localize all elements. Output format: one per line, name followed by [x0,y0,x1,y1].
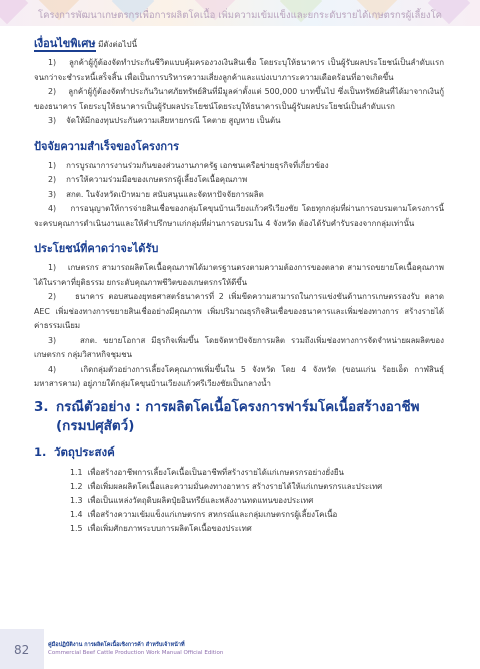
page-number: 82 [14,643,30,657]
header-title: โครงการพัฒนาเกษตรกรเพื่อการผลิตโคเนื้อ เพิ่มความเข้มแข็งและยกระดับรายได้เกษตรกรผู้เลี้ยงโค [37,10,443,21]
success-heading: ปัจจัยความสำเร็จของโครงการ [34,139,180,153]
conditions-heading [34,34,444,52]
objective-item: 1.5 เพื่อเพิ่มศักยภาพระบบการผลิตโคเนื้อของประเทศ [70,523,252,533]
objectives-number: 1. [34,444,47,459]
objective-item: 1.3 เพื่อเป็นแหล่งวัตถุดิบผลิตปุ๋ยอินทรีย์และพลังงานทดแทนของประเทศ [70,495,314,505]
footer-title-th: คู่มือปฏิบัติงาน การผลิตโคเนื้อเชิงการค้า สำหรับเจ้าหน้าที่ [48,642,185,648]
page-footer [0,629,480,669]
header-banner [0,0,480,26]
success-item: 4) การอนุญาตให้การจ่ายสินเชื่อของกลุ่มโคขุนบ้านเวียงแก้วศรีเวียงชัย โดยทุกกลุ่มที่ผ่านการอบรมตามโครงการนี้จะครบคุณการดำเนินงานและให้คำปรึกษาแก่กลุ่มที่ผ่านการอบรมใน 4 จังหวัด ต้องได้รับคำรับรองจากกลุ่มเท่านั้น [34,204,444,228]
case-title-line2: (กรมปศุสัตว์) [56,417,135,434]
success-item: 1) การบูรณาการงานร่วมกันของส่วนงานภาครัฐ เอกชนเครือข่ายธุรกิจที่เกี่ยวข้อง [48,160,329,170]
condition-item: 1) ลูกค้าผู้กู้ต้องจัดทำประกันชีวิตแบบคุ้มครองวงเงินสินเชื่อ โดยระบุให้ธนาคาร เป็นผู้รับผลประโยชน์เป็นลำดับแรกจนกว่าจะชำระหนี้เสร็จสิ้น เพื่อเป็นการบริหารความเสี่ยงลูกค้าและแบ่งเบาภาระความเดือดร้อนที่อาจเกิดขึ้น [34,58,444,82]
benefit-item: 1) เกษตรกร สามารถผลิตโคเนื้อคุณภาพได้มาตรฐานตรงตามความต้องการของตลาด สามารถขยายโคเนื้อคุณภาพ ได้ในราคาที่ยุติธรรม ยกระดับคุณภาพชีวิตของเกษตรกรให้ดีขึ้น [34,263,444,287]
success-item: 2) การให้ความร่วมมือของเกษตรกรผู้เลี้ยงโคเนื้อคุณภาพ [48,175,248,184]
objective-item: 1.4 เพื่อสร้างความเข้มแข็งแก่เกษตรกร สหกรณ์และกลุ่มเกษตรกรผู้เลี้ยงโคเนื้อ [70,509,338,519]
objective-item: 1.2 เพื่อเพิ่มผลผลิตโคเนื้อและความมั่นคงทางอาหาร สร้างรายได้ให้แก่เกษตรกรและประเทศ [70,481,383,491]
success-item: 3) สกต. ในจังหวัดเป้าหมาย สนับสนุนและจัดหาปัจจัยการผลิต [48,189,264,199]
benefits-heading: ประโยชน์ที่คาดว่าจะได้รับ [34,242,159,255]
condition-item: 2) ลูกค้าผู้กู้ต้องจัดทำประกันวินาศภัยทรัพย์สินที่มีมูลค่าตั้งแต่ 500,000 บาทขึ้นไป ซึ่งเป็นทรัพย์สินที่ได้มาจากเงินกู้ของธนาคาร โดยระบุให้ธนาคารเป็นผู้รับผลประโยชน์โดยระบุให้ธนาคารเป็นผู้รับผลประโยชน์เป็นลำดับแรก [34,87,444,111]
benefit-item: 3) สกต. ขยายโอกาส มีธุรกิจเพิ่มขึ้น โดยจัดหาปัจจัยการผลิต รวมถึงเพิ่มช่องทางการจัดจำหน่ายผลผลิตของ เกษตรกร กลุ่มวิสาหกิจชุมชน [34,335,444,359]
footer-title-en: Commercial Beef Cattle Production Work Manual Official Edition [48,650,224,656]
benefit-item: 2) ธนาคาร ตอบสนองยุทธศาสตร์ธนาคารที่ 2 เพิ่มขีดความสามารถในการแข่งขันด้านการเกษตรรองรับ ตลาด AEC เพิ่มช่องทางการขยายสินเชื่ออย่างมีคุณภาพ เพิ่มปริมาณธุรกิจสินเชื่อของธนาคารและเพิ่มช่องทางการ สร้างรายได้ค่าธรรมเนียม [34,292,444,330]
objectives-title: วัตถุประสงค์ [54,444,115,459]
objectives-heading [34,444,444,462]
condition-item: 3) จัดให้มีกองทุนประกันความเสียหายกรณี โคตาย สูญหาย เป็นต้น [48,116,281,125]
conditions-heading-lead: เงื่อนไขพิเศษ [34,37,96,50]
case-number: 3. [34,398,49,415]
case-heading [34,398,444,436]
page-content [34,34,444,536]
objective-item: 1.1 เพื่อสร้างอาชีพการเลี้ยงโคเนื้อเป็นอาชีพที่สร้างรายได้แก่เกษตรกรอย่างยั่งยืน [70,467,344,477]
conditions-heading-rest: มีดังต่อไปนี้ [95,40,138,49]
case-title-line1: กรณีตัวอย่าง : การผลิตโคเนื้อโครงการฟาร์มโคเนื้อสร้างอาชีพ [56,398,420,415]
footer-text [48,641,223,657]
benefit-item: 4) เกิดกลุ่มตัวอย่างการเลี้ยงโคคุณภาพเพิ่มขึ้นใน 5 จังหวัด โดย 4 จังหวัด (ขอนแก่น ร้อยเอ็ด กาฬสินธุ์ มหาสารคาม) อยู่ภายใต้กลุ่มโคขุนบ้านเวียงแก้วศรีเวียงชัยเป็นกลางน้ำ [34,364,444,388]
